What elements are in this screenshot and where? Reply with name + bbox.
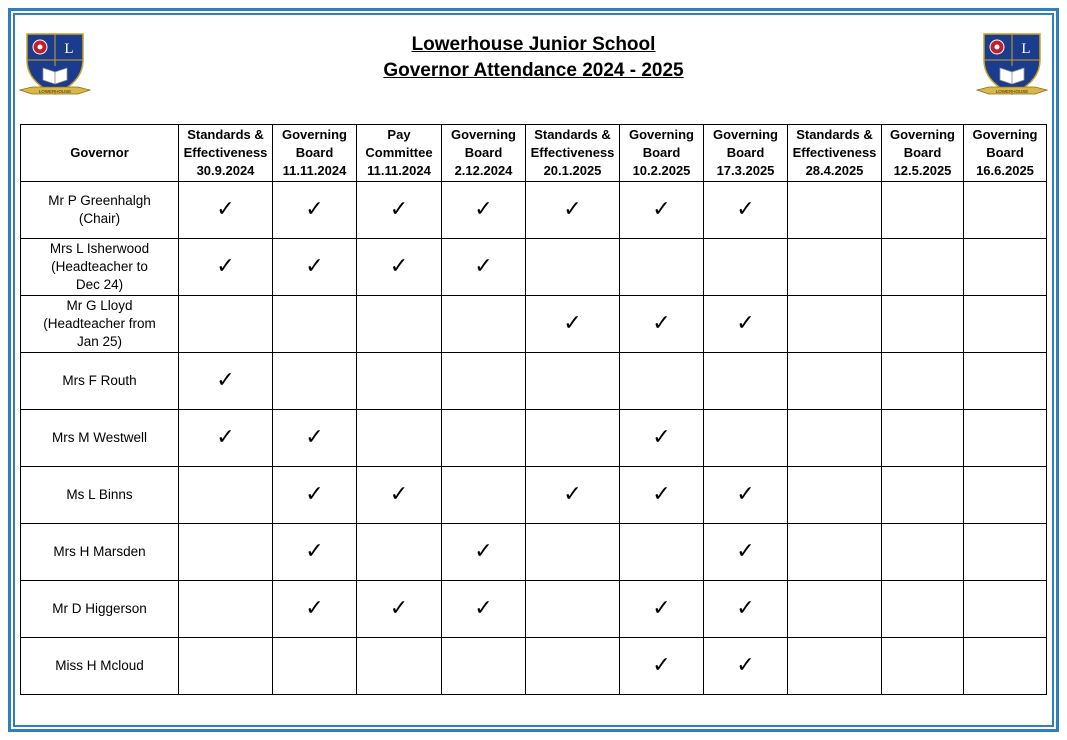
attendance-cell bbox=[442, 353, 526, 410]
attendance-cell bbox=[526, 239, 620, 296]
check-mark-icon: ✓ bbox=[216, 197, 235, 222]
check-mark-icon: ✓ bbox=[389, 254, 409, 279]
governor-name-line: Miss H Mcloud bbox=[55, 658, 144, 673]
governor-row bbox=[21, 524, 1047, 581]
attendance-cell bbox=[788, 182, 882, 239]
attendance-cell bbox=[273, 239, 357, 296]
governor-name-cell bbox=[21, 467, 179, 524]
check-mark-icon: ✓ bbox=[216, 254, 235, 279]
meeting-column-header bbox=[357, 125, 442, 182]
check-mark-icon: ✓ bbox=[736, 482, 755, 507]
attendance-cell bbox=[442, 581, 526, 638]
meeting-header-line: Governing bbox=[972, 127, 1038, 142]
meeting-header-line: Effectiveness bbox=[530, 145, 615, 160]
attendance-cell bbox=[788, 581, 882, 638]
attendance-cell bbox=[882, 638, 964, 695]
attendance-cell bbox=[620, 467, 704, 524]
attendance-cell bbox=[179, 467, 273, 524]
attendance-cell bbox=[357, 296, 442, 353]
attendance-cell bbox=[882, 524, 964, 581]
attendance-cell bbox=[179, 638, 273, 695]
meeting-header-line: 10.2.2025 bbox=[632, 163, 691, 178]
check-mark-icon: ✓ bbox=[305, 425, 324, 450]
governor-row bbox=[21, 182, 1047, 239]
attendance-cell bbox=[526, 638, 620, 695]
meeting-header-line: 2.12.2024 bbox=[454, 163, 513, 178]
attendance-cell bbox=[442, 638, 526, 695]
meeting-column-header bbox=[620, 125, 704, 182]
meeting-column-header bbox=[526, 125, 620, 182]
header-row bbox=[21, 125, 1047, 182]
check-mark-icon: ✓ bbox=[474, 254, 493, 279]
governor-row bbox=[21, 638, 1047, 695]
meeting-header-line: Board bbox=[986, 145, 1024, 160]
attendance-cell bbox=[526, 467, 620, 524]
attendance-cell bbox=[526, 296, 620, 353]
attendance-cell bbox=[788, 239, 882, 296]
attendance-table-header bbox=[21, 125, 1047, 182]
governor-name-cell bbox=[21, 581, 179, 638]
attendance-cell bbox=[526, 410, 620, 467]
attendance-cell bbox=[526, 353, 620, 410]
meeting-header-line: Board bbox=[726, 145, 765, 160]
attendance-cell bbox=[526, 581, 620, 638]
governor-name-line: Mr D Higgerson bbox=[52, 601, 147, 616]
attendance-cell bbox=[620, 182, 704, 239]
attendance-cell bbox=[964, 353, 1047, 410]
check-mark-icon: ✓ bbox=[216, 425, 235, 450]
attendance-cell bbox=[882, 353, 964, 410]
governor-row bbox=[21, 239, 1047, 296]
attendance-cell bbox=[357, 467, 442, 524]
attendance-cell bbox=[964, 296, 1047, 353]
attendance-cell bbox=[882, 581, 964, 638]
attendance-cell bbox=[788, 296, 882, 353]
attendance-cell bbox=[179, 410, 273, 467]
meeting-header-line: Standards & bbox=[796, 127, 873, 142]
check-mark-icon: ✓ bbox=[305, 596, 324, 621]
attendance-cell bbox=[357, 182, 442, 239]
attendance-table-body bbox=[21, 182, 1047, 695]
attendance-cell bbox=[273, 182, 357, 239]
check-mark-icon: ✓ bbox=[563, 197, 582, 222]
meeting-header-line: Standards & bbox=[187, 127, 264, 142]
attendance-cell bbox=[357, 239, 442, 296]
school-name-heading: Lowerhouse Junior School bbox=[411, 34, 656, 55]
governor-row bbox=[21, 581, 1047, 638]
attendance-cell bbox=[964, 182, 1047, 239]
meeting-header-line: 12.5.2025 bbox=[893, 163, 952, 178]
attendance-cell bbox=[442, 467, 526, 524]
attendance-table bbox=[20, 124, 1047, 695]
logo-letter: L bbox=[64, 41, 74, 57]
attendance-cell bbox=[788, 353, 882, 410]
attendance-cell bbox=[704, 296, 788, 353]
attendance-cell bbox=[179, 239, 273, 296]
attendance-cell bbox=[882, 182, 964, 239]
governor-name-line: Mr P Greenhalgh bbox=[48, 193, 151, 208]
check-mark-icon: ✓ bbox=[474, 539, 493, 564]
governor-name-line: Ms L Binns bbox=[66, 487, 133, 502]
governor-name-line: (Headteacher from bbox=[43, 316, 156, 331]
governor-name-cell bbox=[21, 638, 179, 695]
meeting-header-line: Standards & bbox=[534, 127, 611, 142]
governor-column-header: Governor bbox=[21, 125, 179, 182]
check-mark-icon: ✓ bbox=[563, 311, 582, 336]
attendance-cell bbox=[704, 239, 788, 296]
meeting-header-line: 16.6.2025 bbox=[976, 163, 1034, 178]
attendance-cell bbox=[704, 182, 788, 239]
attendance-title-heading: Governor Attendance 2024 - 2025 bbox=[383, 60, 684, 81]
attendance-cell bbox=[357, 638, 442, 695]
governor-name-cell bbox=[21, 182, 179, 239]
check-mark-icon: ✓ bbox=[474, 596, 493, 621]
attendance-cell bbox=[442, 410, 526, 467]
attendance-cell bbox=[882, 296, 964, 353]
check-mark-icon: ✓ bbox=[652, 425, 671, 450]
attendance-cell bbox=[620, 581, 704, 638]
governor-name-cell bbox=[21, 239, 179, 296]
logo-banner-text: LOWERHOUSE bbox=[995, 88, 1029, 94]
meeting-header-line: Pay bbox=[387, 127, 411, 142]
attendance-cell bbox=[526, 524, 620, 581]
meeting-column-header bbox=[788, 125, 882, 182]
governor-name-cell bbox=[21, 410, 179, 467]
check-mark-icon: ✓ bbox=[305, 539, 324, 564]
meeting-header-line: 17.3.2025 bbox=[716, 163, 775, 178]
check-mark-icon: ✓ bbox=[305, 197, 324, 222]
attendance-cell bbox=[964, 581, 1047, 638]
governor-row bbox=[21, 467, 1047, 524]
attendance-cell bbox=[273, 467, 357, 524]
governor-row bbox=[21, 296, 1047, 353]
attendance-cell bbox=[442, 524, 526, 581]
attendance-cell bbox=[357, 410, 442, 467]
attendance-cell bbox=[882, 410, 964, 467]
attendance-cell bbox=[273, 296, 357, 353]
attendance-cell bbox=[704, 353, 788, 410]
attendance-cell bbox=[179, 524, 273, 581]
meeting-column-header bbox=[882, 125, 964, 182]
governor-name-line: (Chair) bbox=[78, 211, 121, 226]
attendance-cell bbox=[273, 581, 357, 638]
meeting-column-header bbox=[179, 125, 273, 182]
attendance-cell bbox=[704, 638, 788, 695]
meeting-header-line: Board bbox=[295, 145, 334, 160]
attendance-cell bbox=[273, 410, 357, 467]
meeting-header-line: Committee bbox=[365, 145, 433, 160]
check-mark-icon: ✓ bbox=[652, 596, 671, 621]
attendance-cell bbox=[442, 296, 526, 353]
attendance-cell bbox=[620, 296, 704, 353]
check-mark-icon: ✓ bbox=[652, 197, 671, 222]
attendance-cell bbox=[788, 524, 882, 581]
attendance-cell bbox=[964, 524, 1047, 581]
attendance-cell bbox=[704, 581, 788, 638]
check-mark-icon: ✓ bbox=[389, 482, 409, 507]
attendance-cell bbox=[357, 353, 442, 410]
attendance-cell bbox=[179, 182, 273, 239]
attendance-cell bbox=[357, 524, 442, 581]
attendance-cell bbox=[179, 296, 273, 353]
check-mark-icon: ✓ bbox=[736, 596, 755, 621]
attendance-cell bbox=[964, 638, 1047, 695]
meeting-header-line: Board bbox=[464, 145, 503, 160]
meeting-header-line: 30.9.2024 bbox=[196, 163, 255, 178]
attendance-cell bbox=[620, 353, 704, 410]
check-mark-icon: ✓ bbox=[736, 197, 755, 222]
meeting-column-header bbox=[442, 125, 526, 182]
meeting-header-line: Board bbox=[903, 145, 942, 160]
attendance-cell bbox=[620, 524, 704, 581]
check-mark-icon: ✓ bbox=[652, 482, 671, 507]
governor-name-line: Mrs M Westwell bbox=[51, 430, 147, 445]
meeting-header-line: Governing bbox=[628, 127, 694, 142]
governor-name-line: Mr G Lloyd bbox=[66, 298, 133, 313]
check-mark-icon: ✓ bbox=[736, 539, 755, 564]
attendance-cell bbox=[620, 410, 704, 467]
meeting-header-line: 11.11.2024 bbox=[367, 163, 431, 178]
attendance-cell bbox=[788, 638, 882, 695]
check-mark-icon: ✓ bbox=[563, 482, 582, 507]
attendance-cell bbox=[704, 467, 788, 524]
check-mark-icon: ✓ bbox=[652, 311, 671, 336]
attendance-cell bbox=[526, 182, 620, 239]
governor-name-cell bbox=[21, 296, 179, 353]
meeting-header-line: Governing bbox=[450, 127, 516, 142]
meeting-header-line: Effectiveness bbox=[792, 145, 877, 160]
governor-row bbox=[21, 353, 1047, 410]
governor-name-cell bbox=[21, 353, 179, 410]
attendance-cell bbox=[273, 638, 357, 695]
attendance-cell bbox=[964, 410, 1047, 467]
governor-name-line: Dec 24) bbox=[75, 277, 124, 292]
governor-name-line: (Headteacher to bbox=[51, 259, 148, 274]
attendance-cell bbox=[179, 353, 273, 410]
governor-name-line: Mrs H Marsden bbox=[53, 544, 146, 559]
governor-name-line: Jan 25) bbox=[76, 334, 123, 349]
attendance-cell bbox=[704, 410, 788, 467]
governor-row bbox=[21, 410, 1047, 467]
check-mark-icon: ✓ bbox=[736, 653, 755, 678]
attendance-cell bbox=[788, 467, 882, 524]
attendance-cell bbox=[964, 467, 1047, 524]
attendance-cell bbox=[179, 581, 273, 638]
attendance-cell bbox=[620, 239, 704, 296]
check-mark-icon: ✓ bbox=[389, 596, 409, 621]
attendance-cell bbox=[620, 638, 704, 695]
check-mark-icon: ✓ bbox=[474, 197, 493, 222]
governor-name-cell bbox=[21, 524, 179, 581]
check-mark-icon: ✓ bbox=[389, 197, 409, 222]
meeting-column-header bbox=[704, 125, 788, 182]
attendance-cell bbox=[882, 239, 964, 296]
meeting-header-line: Governing bbox=[712, 127, 778, 142]
meeting-header-line: 20.1.2025 bbox=[543, 163, 602, 178]
logo-letter: L bbox=[1021, 41, 1031, 57]
meeting-header-line: Governing bbox=[281, 127, 347, 142]
logo-banner-text: LOWERHOUSE bbox=[38, 88, 72, 94]
meeting-header-line: Board bbox=[642, 145, 681, 160]
attendance-cell bbox=[704, 524, 788, 581]
check-mark-icon: ✓ bbox=[652, 653, 671, 678]
attendance-cell bbox=[357, 581, 442, 638]
check-mark-icon: ✓ bbox=[305, 254, 324, 279]
attendance-cell bbox=[273, 524, 357, 581]
attendance-cell bbox=[882, 467, 964, 524]
meeting-column-header bbox=[273, 125, 357, 182]
meeting-header-line: Governing bbox=[889, 127, 955, 142]
attendance-cell bbox=[273, 353, 357, 410]
governor-name-line: Mrs F Routh bbox=[62, 373, 137, 388]
attendance-cell bbox=[442, 239, 526, 296]
check-mark-icon: ✓ bbox=[736, 311, 755, 336]
attendance-cell bbox=[788, 410, 882, 467]
check-mark-icon: ✓ bbox=[216, 368, 235, 393]
meeting-header-line: 11.11.2024 bbox=[282, 163, 347, 178]
governor-name-line: Mrs L Isherwood bbox=[49, 241, 150, 256]
meeting-header-line: 28.4.2025 bbox=[805, 163, 864, 178]
meeting-column-header bbox=[964, 125, 1047, 182]
check-mark-icon: ✓ bbox=[305, 482, 324, 507]
attendance-cell bbox=[442, 182, 526, 239]
attendance-cell bbox=[964, 239, 1047, 296]
meeting-header-line: Effectiveness bbox=[183, 145, 268, 160]
